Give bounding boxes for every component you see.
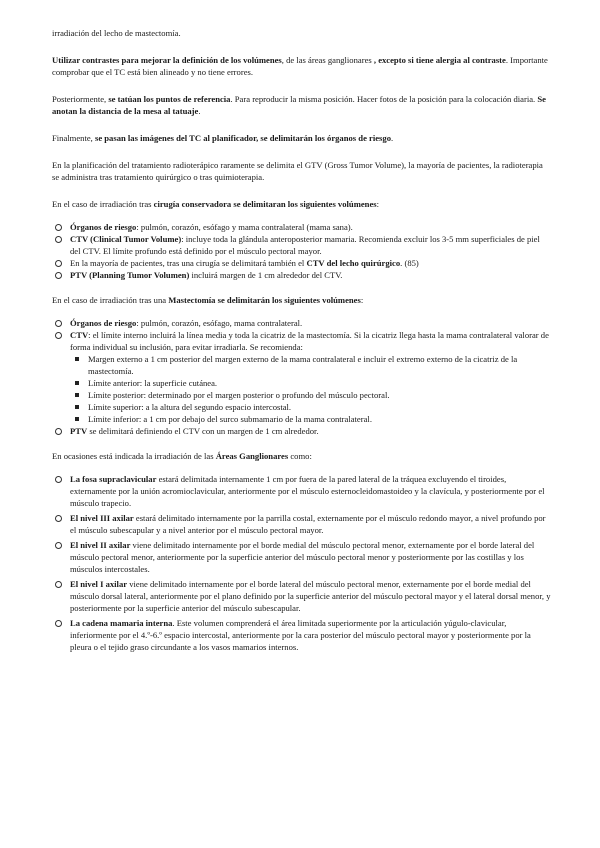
bold-text: Se anotan la distancia de la mesa al tatuaje [52, 94, 546, 116]
list-item: El nivel I axilar viene delimitado internamente por el borde lateral del músculo pectoral menor, externamente por el borde medial del músculo dorsal lateral, anteriormente por el plano definido por la superficie anterior del músculo pectoral mayor y el lateral dorsal menor, y posteriormente por la superficie anterior del músculo subescapular. [52, 578, 552, 614]
document-page [52, 27, 552, 666]
paragraph-contrast: Utilizar contrastes para mejorar la definición de los volúmenes, de las áreas ganglionares , excepto si tiene alergia al contraste. Importante comprobar que el TC está bien alineado y no tiene errores. [52, 55, 548, 77]
sublist-item: Límite superior: a la altura del segundo espacio intercostal. [70, 401, 552, 413]
list-item: La cadena mamaria interna. Este volumen comprenderá el área limitada superiormente por la articulación yúgulo-clavicular, inferiormente por el 4.º-6.º espacio intercostal, anteriormente por la cara posterior del músculo pectoral mayor y posteriormente por la pleura o el tejido graso circundante a los vasos mamarios internos. [52, 617, 552, 653]
ctv-limits-sublist [70, 353, 552, 425]
list-item: Órganos de riesgo: pulmón, corazón, esófago, mama contralateral. [52, 317, 552, 329]
bold-text: se tatúan los puntos de referencia [108, 94, 231, 104]
paragraph-conservative-surgery: En el caso de irradiación tras cirugía conservadora se delimitaran los siguientes volúmenes: [52, 199, 379, 209]
list-item: PTV se delimitará definiendo el CTV con un margen de 1 cm alrededor. [52, 425, 552, 437]
paragraph-gtv: En la planificación del tratamiento radioterápico raramente se delimita el GTV (Gross Tumor Volume), la mayoría de pacientes, la radioterapia se administra tras tratamiento quirúrgico o tras quimioterapia. [52, 160, 543, 182]
sublist-item: Margen externo a 1 cm posterior del margen externo de la mama contralateral e incluir el extremo externo de la cicatriz de la mastectomía. [70, 353, 552, 377]
list-item: CTV: el límite interno incluirá la línea media y toda la cicatriz de la mastectomía. Si la cicatriz llega hasta la mama contralateral valorar de forma individual su inclusión, para evitar irradiarla. Se recomienda: Margen externo a 1 cm posterior del margen externo de la mama contralateral e incluir el extremo externo de la cicatriz de la mastectomía. Límite anterior: la superficie cutánea. Límite posterior: determinado por el margen posterior o profundo del músculo pectoral. Límite superior: a la altura del segundo espacio intercostal. Límite inferior: a 1 cm por debajo del surco submamario de la mama contralateral. [52, 329, 552, 425]
list-item: PTV (Planning Tumor Volumen) incluirá margen de 1 cm alrededor del CTV. [52, 269, 552, 281]
lymph-areas-list [52, 473, 552, 653]
paragraph-lymph-areas: En ocasiones está indicada la irradiación de las Áreas Ganglionares como: [52, 451, 312, 461]
paragraph-intro-fragment: irradiación del lecho de mastectomía. [52, 28, 181, 38]
list-item: El nivel III axilar estará delimitado internamente por la parrilla costal, externamente por el músculo redondo mayor, a nivel profundo por el músculo subescapular y a nivel anterior por el músculo pectoral mayor. [52, 512, 552, 536]
paragraph-mastectomy: En el caso de irradiación tras una Mastectomía se delimitarán los siguientes volúmenes: [52, 295, 364, 305]
bold-text: Mastectomía se delimitarán los siguientes volúmenes [168, 295, 361, 305]
paragraph-planner: Finalmente, se pasan las imágenes del TC al planificador, se delimitarán los órganos de riesgo. [52, 133, 394, 143]
bold-text: se pasan las imágenes del TC al planificador, se delimitarán los órganos de riesgo [94, 133, 391, 143]
list-item: En la mayoría de pacientes, tras una cirugía se delimitará también el CTV del lecho quirúrgico. (85) [52, 257, 552, 269]
bold-text: , excepto si tiene alergia al contraste [373, 55, 506, 65]
bold-text: Utilizar contrastes para mejorar la definición de los volúmenes [52, 55, 282, 65]
list-item: La fosa supraclavicular estará delimitada internamente 1 cm por fuera de la pared lateral de la tráquea excluyendo el tiroides, externamente por la unión acromioclavicular, anteriormente por el músculo esternocleidomastoideo y la clavícula, y posteriormente por el músculo trapecio. [52, 473, 552, 509]
bold-text: cirugía conservadora se delimitaran los siguientes volúmenes [153, 199, 377, 209]
sublist-item: Límite posterior: determinado por el margen posterior o profundo del músculo pectoral. [70, 389, 552, 401]
sublist-item: Límite inferior: a 1 cm por debajo del surco submamario de la mama contralateral. [70, 413, 552, 425]
sublist-item: Límite anterior: la superficie cutánea. [70, 377, 552, 389]
list-item: Órganos de riesgo: pulmón, corazón, esófago y mama contralateral (mama sana). [52, 221, 552, 233]
list-item: El nivel II axilar viene delimitado internamente por el borde medial del músculo pectoral menor, externamente por el borde lateral del músculo pectoral menor, anteriormente por la superficie anterior del músculo pectoral menor y posteriormente por las costillas y los músculos intercostales. [52, 539, 552, 575]
bold-text: Áreas Ganglionares [215, 451, 289, 461]
paragraph-tattoo: Posteriormente, se tatúan los puntos de referencia. Para reproducir la misma posición. Hacer fotos de la posición para la colocación diaria. Se anotan la distancia de la mesa al tatuaje. [52, 94, 546, 116]
conservative-volumes-list [52, 221, 552, 281]
list-item: CTV (Clinical Tumor Volume): incluye toda la glándula anteroposterior mamaria. Recomienda excluir los 3-5 mm superficiales de piel del CTV. El límite profundo está definido por el músculo pectoral mayor. [52, 233, 552, 257]
mastectomy-volumes-list [52, 317, 552, 437]
